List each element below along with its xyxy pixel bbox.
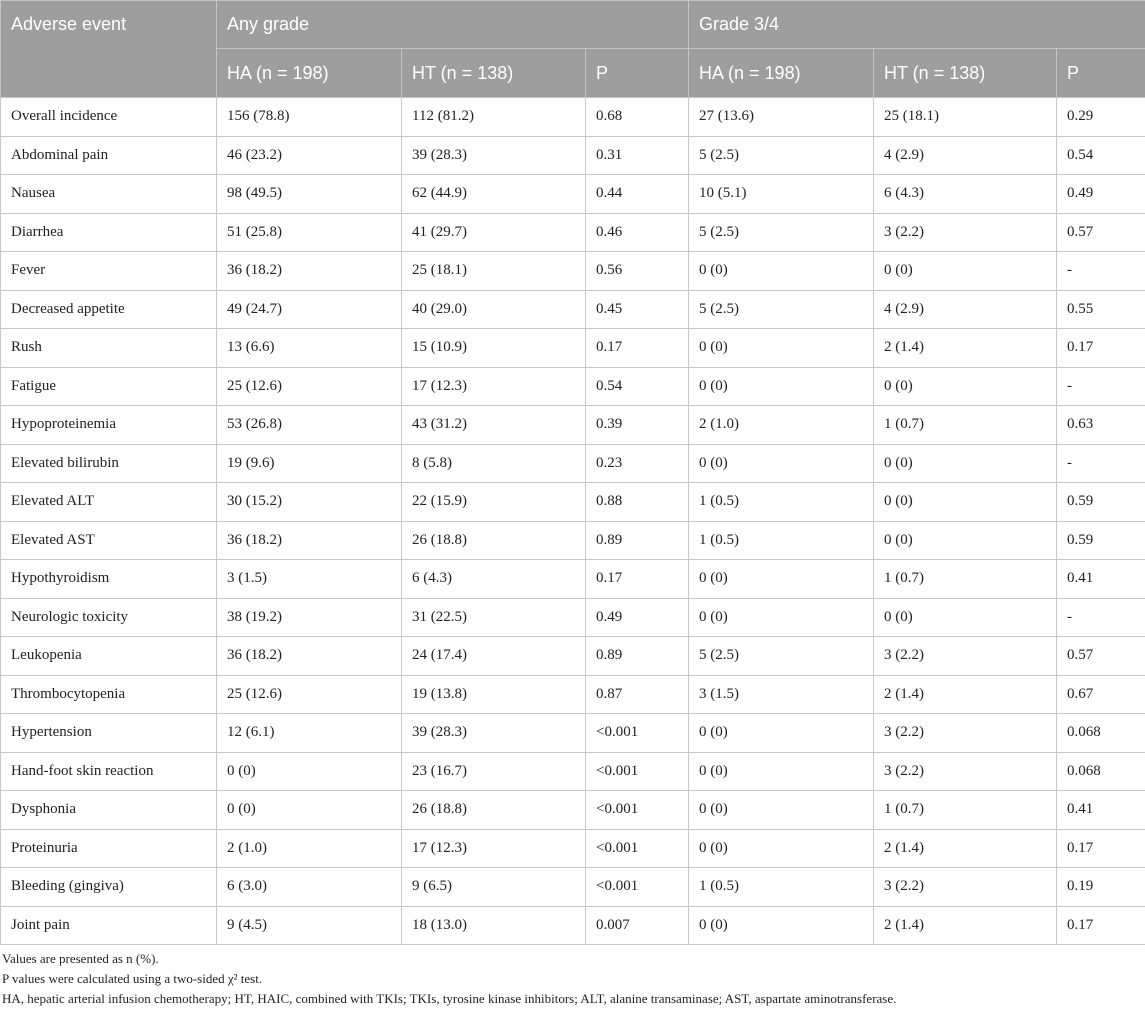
any-grade-p-cell: <0.001 [586, 829, 689, 868]
grade34-ht-cell: 3 (2.2) [874, 868, 1057, 907]
any-grade-p-cell: 0.23 [586, 444, 689, 483]
grade34-p-cell: 0.57 [1057, 213, 1145, 252]
grade34-ha-cell: 2 (1.0) [689, 406, 874, 445]
event-name-cell: Abdominal pain [1, 136, 217, 175]
grade34-ha-cell: 0 (0) [689, 367, 874, 406]
any-grade-ha-cell: 0 (0) [217, 752, 402, 791]
any-grade-ha-cell: 2 (1.0) [217, 829, 402, 868]
grade34-ht-cell: 0 (0) [874, 521, 1057, 560]
event-name-cell: Decreased appetite [1, 290, 217, 329]
event-name-cell: Overall incidence [1, 98, 217, 137]
any-grade-p-cell: 0.68 [586, 98, 689, 137]
any-grade-ht-cell: 15 (10.9) [402, 329, 586, 368]
any-grade-ha-cell: 36 (18.2) [217, 521, 402, 560]
any-grade-ht-cell: 43 (31.2) [402, 406, 586, 445]
event-name-cell: Leukopenia [1, 637, 217, 676]
event-name-cell: Rush [1, 329, 217, 368]
any-grade-ha-cell: 156 (78.8) [217, 98, 402, 137]
any-grade-p-cell: 0.45 [586, 290, 689, 329]
any-grade-ha-cell: 3 (1.5) [217, 560, 402, 599]
table-row [1, 213, 1145, 252]
grade34-ha-cell: 5 (2.5) [689, 290, 874, 329]
header-grade-3-4: Grade 3/4 [689, 1, 1145, 49]
any-grade-ha-cell: 9 (4.5) [217, 906, 402, 945]
header-any-ht: HT (n = 138) [402, 49, 586, 98]
header-any-p: P [586, 49, 689, 98]
grade34-ht-cell: 2 (1.4) [874, 675, 1057, 714]
grade34-ht-cell: 2 (1.4) [874, 906, 1057, 945]
grade34-ht-cell: 0 (0) [874, 444, 1057, 483]
table-row [1, 444, 1145, 483]
any-grade-p-cell: <0.001 [586, 791, 689, 830]
table-row [1, 329, 1145, 368]
grade34-p-cell: 0.068 [1057, 752, 1145, 791]
any-grade-ha-cell: 30 (15.2) [217, 483, 402, 522]
grade34-ht-cell: 25 (18.1) [874, 98, 1057, 137]
any-grade-ha-cell: 36 (18.2) [217, 637, 402, 676]
event-name-cell: Fever [1, 252, 217, 291]
footnote-values: Values are presented as n (%). [0, 949, 1145, 969]
grade34-ht-cell: 0 (0) [874, 252, 1057, 291]
table-row [1, 483, 1145, 522]
any-grade-p-cell: 0.89 [586, 521, 689, 560]
any-grade-ht-cell: 8 (5.8) [402, 444, 586, 483]
any-grade-p-cell: 0.49 [586, 598, 689, 637]
any-grade-ha-cell: 25 (12.6) [217, 367, 402, 406]
header-any-ha: HA (n = 198) [217, 49, 402, 98]
table-row [1, 98, 1145, 137]
grade34-ht-cell: 4 (2.9) [874, 290, 1057, 329]
grade34-p-cell: 0.54 [1057, 136, 1145, 175]
any-grade-ht-cell: 41 (29.7) [402, 213, 586, 252]
any-grade-ha-cell: 49 (24.7) [217, 290, 402, 329]
any-grade-ht-cell: 9 (6.5) [402, 868, 586, 907]
any-grade-ha-cell: 98 (49.5) [217, 175, 402, 214]
any-grade-p-cell: 0.007 [586, 906, 689, 945]
event-name-cell: Hypertension [1, 714, 217, 753]
any-grade-ha-cell: 25 (12.6) [217, 675, 402, 714]
event-name-cell: Elevated AST [1, 521, 217, 560]
any-grade-ha-cell: 38 (19.2) [217, 598, 402, 637]
grade34-ha-cell: 0 (0) [689, 598, 874, 637]
any-grade-ht-cell: 6 (4.3) [402, 560, 586, 599]
grade34-p-cell: 0.59 [1057, 483, 1145, 522]
grade34-ha-cell: 0 (0) [689, 329, 874, 368]
any-grade-ht-cell: 26 (18.8) [402, 521, 586, 560]
grade34-p-cell: 0.57 [1057, 637, 1145, 676]
any-grade-p-cell: 0.88 [586, 483, 689, 522]
grade34-ha-cell: 0 (0) [689, 444, 874, 483]
header-row-groups [1, 1, 1145, 49]
event-name-cell: Hand-foot skin reaction [1, 752, 217, 791]
table-row [1, 598, 1145, 637]
any-grade-ht-cell: 22 (15.9) [402, 483, 586, 522]
table-row [1, 868, 1145, 907]
any-grade-ht-cell: 62 (44.9) [402, 175, 586, 214]
grade34-p-cell: 0.41 [1057, 560, 1145, 599]
event-name-cell: Nausea [1, 175, 217, 214]
any-grade-p-cell: 0.46 [586, 213, 689, 252]
table-row [1, 406, 1145, 445]
any-grade-p-cell: 0.17 [586, 329, 689, 368]
table-row [1, 367, 1145, 406]
grade34-p-cell: 0.55 [1057, 290, 1145, 329]
any-grade-ht-cell: 17 (12.3) [402, 367, 586, 406]
event-name-cell: Neurologic toxicity [1, 598, 217, 637]
grade34-p-cell: 0.67 [1057, 675, 1145, 714]
grade34-ht-cell: 6 (4.3) [874, 175, 1057, 214]
any-grade-ht-cell: 39 (28.3) [402, 714, 586, 753]
any-grade-ha-cell: 53 (26.8) [217, 406, 402, 445]
grade34-p-cell: - [1057, 444, 1145, 483]
table-row [1, 714, 1145, 753]
any-grade-p-cell: 0.54 [586, 367, 689, 406]
header-any-grade: Any grade [217, 1, 689, 49]
header-g34-p: P [1057, 49, 1145, 98]
any-grade-ht-cell: 112 (81.2) [402, 98, 586, 137]
any-grade-p-cell: 0.31 [586, 136, 689, 175]
grade34-ht-cell: 0 (0) [874, 598, 1057, 637]
grade34-ht-cell: 0 (0) [874, 367, 1057, 406]
event-name-cell: Hypoproteinemia [1, 406, 217, 445]
any-grade-ha-cell: 13 (6.6) [217, 329, 402, 368]
any-grade-ht-cell: 19 (13.8) [402, 675, 586, 714]
header-g34-ha: HA (n = 198) [689, 49, 874, 98]
event-name-cell: Fatigue [1, 367, 217, 406]
header-adverse-event: Adverse event [1, 1, 217, 98]
any-grade-ht-cell: 25 (18.1) [402, 252, 586, 291]
table-row [1, 175, 1145, 214]
grade34-ht-cell: 0 (0) [874, 483, 1057, 522]
grade34-ha-cell: 5 (2.5) [689, 637, 874, 676]
table-row [1, 906, 1145, 945]
grade34-ht-cell: 1 (0.7) [874, 560, 1057, 599]
any-grade-ha-cell: 19 (9.6) [217, 444, 402, 483]
any-grade-ha-cell: 51 (25.8) [217, 213, 402, 252]
any-grade-ht-cell: 31 (22.5) [402, 598, 586, 637]
table-row [1, 290, 1145, 329]
grade34-p-cell: 0.29 [1057, 98, 1145, 137]
any-grade-ht-cell: 26 (18.8) [402, 791, 586, 830]
grade34-p-cell: - [1057, 598, 1145, 637]
grade34-p-cell: 0.068 [1057, 714, 1145, 753]
event-name-cell: Elevated ALT [1, 483, 217, 522]
event-name-cell: Hypothyroidism [1, 560, 217, 599]
any-grade-p-cell: <0.001 [586, 868, 689, 907]
grade34-ht-cell: 2 (1.4) [874, 329, 1057, 368]
any-grade-ht-cell: 24 (17.4) [402, 637, 586, 676]
grade34-ha-cell: 0 (0) [689, 560, 874, 599]
any-grade-p-cell: 0.56 [586, 252, 689, 291]
grade34-ht-cell: 1 (0.7) [874, 791, 1057, 830]
any-grade-p-cell: <0.001 [586, 714, 689, 753]
table-row [1, 791, 1145, 830]
any-grade-ht-cell: 39 (28.3) [402, 136, 586, 175]
grade34-p-cell: 0.19 [1057, 868, 1145, 907]
grade34-p-cell: 0.49 [1057, 175, 1145, 214]
table-row [1, 521, 1145, 560]
grade34-ht-cell: 2 (1.4) [874, 829, 1057, 868]
grade34-ha-cell: 27 (13.6) [689, 98, 874, 137]
grade34-ha-cell: 1 (0.5) [689, 483, 874, 522]
any-grade-ht-cell: 18 (13.0) [402, 906, 586, 945]
any-grade-p-cell: 0.89 [586, 637, 689, 676]
event-name-cell: Bleeding (gingiva) [1, 868, 217, 907]
grade34-ha-cell: 0 (0) [689, 252, 874, 291]
any-grade-ha-cell: 6 (3.0) [217, 868, 402, 907]
grade34-p-cell: 0.17 [1057, 829, 1145, 868]
grade34-ha-cell: 1 (0.5) [689, 868, 874, 907]
grade34-ht-cell: 1 (0.7) [874, 406, 1057, 445]
any-grade-ha-cell: 36 (18.2) [217, 252, 402, 291]
header-g34-ht: HT (n = 138) [874, 49, 1057, 98]
any-grade-ha-cell: 46 (23.2) [217, 136, 402, 175]
grade34-ht-cell: 3 (2.2) [874, 752, 1057, 791]
any-grade-ht-cell: 40 (29.0) [402, 290, 586, 329]
footnote-p-values: P values were calculated using a two-sided χ² test. [0, 969, 1145, 989]
grade34-ha-cell: 0 (0) [689, 714, 874, 753]
any-grade-p-cell: 0.17 [586, 560, 689, 599]
any-grade-ha-cell: 12 (6.1) [217, 714, 402, 753]
table-row [1, 136, 1145, 175]
event-name-cell: Proteinuria [1, 829, 217, 868]
grade34-ht-cell: 3 (2.2) [874, 714, 1057, 753]
event-name-cell: Elevated bilirubin [1, 444, 217, 483]
any-grade-p-cell: 0.87 [586, 675, 689, 714]
any-grade-p-cell: 0.44 [586, 175, 689, 214]
any-grade-p-cell: 0.39 [586, 406, 689, 445]
table-row [1, 252, 1145, 291]
grade34-p-cell: 0.17 [1057, 906, 1145, 945]
grade34-p-cell: - [1057, 252, 1145, 291]
grade34-ha-cell: 5 (2.5) [689, 213, 874, 252]
event-name-cell: Dysphonia [1, 791, 217, 830]
grade34-p-cell: 0.41 [1057, 791, 1145, 830]
grade34-p-cell: 0.59 [1057, 521, 1145, 560]
any-grade-ht-cell: 17 (12.3) [402, 829, 586, 868]
table-row [1, 829, 1145, 868]
grade34-ht-cell: 3 (2.2) [874, 213, 1057, 252]
grade34-ha-cell: 0 (0) [689, 791, 874, 830]
grade34-p-cell: 0.63 [1057, 406, 1145, 445]
grade34-p-cell: 0.17 [1057, 329, 1145, 368]
grade34-ha-cell: 5 (2.5) [689, 136, 874, 175]
table-row [1, 675, 1145, 714]
table-row [1, 752, 1145, 791]
grade34-ha-cell: 3 (1.5) [689, 675, 874, 714]
grade34-ha-cell: 0 (0) [689, 752, 874, 791]
any-grade-p-cell: <0.001 [586, 752, 689, 791]
table-body [1, 98, 1145, 945]
grade34-ha-cell: 1 (0.5) [689, 521, 874, 560]
event-name-cell: Thrombocytopenia [1, 675, 217, 714]
grade34-ha-cell: 0 (0) [689, 829, 874, 868]
grade34-ha-cell: 10 (5.1) [689, 175, 874, 214]
any-grade-ha-cell: 0 (0) [217, 791, 402, 830]
grade34-ha-cell: 0 (0) [689, 906, 874, 945]
grade34-ht-cell: 4 (2.9) [874, 136, 1057, 175]
table-row [1, 637, 1145, 676]
table-header [1, 1, 1145, 98]
footnote-abbreviations: HA, hepatic arterial infusion chemotherapy; HT, HAIC, combined with TKIs; TKIs, tyrosine kinase inhibitors; ALT, alanine transaminase; AST, aspartate aminotransferase. [0, 989, 1145, 1009]
table-footnotes [0, 949, 1145, 1009]
event-name-cell: Diarrhea [1, 213, 217, 252]
grade34-ht-cell: 3 (2.2) [874, 637, 1057, 676]
any-grade-ht-cell: 23 (16.7) [402, 752, 586, 791]
table-row [1, 560, 1145, 599]
grade34-p-cell: - [1057, 367, 1145, 406]
event-name-cell: Joint pain [1, 906, 217, 945]
